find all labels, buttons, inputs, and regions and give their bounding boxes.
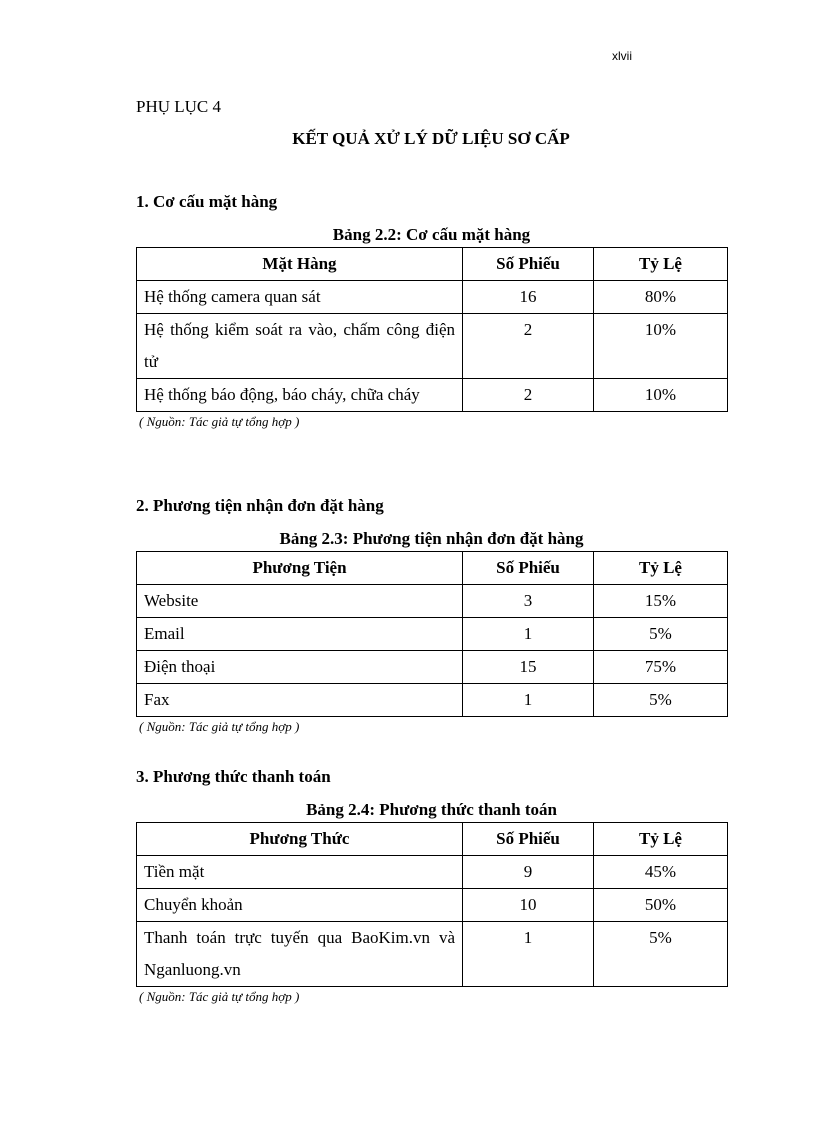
table-caption: Bảng 2.3: Phương tiện nhận đơn đặt hàng — [279, 529, 584, 548]
cell-ratio: 5% — [594, 684, 728, 717]
section-heading: 3. Phương thức thanh toán — [136, 767, 331, 786]
column-header: Số Phiếu — [463, 552, 594, 585]
appendix-label: PHỤ LỤC 4 — [136, 97, 222, 116]
column-header: Phương Tiện — [137, 552, 463, 585]
table-row — [137, 889, 728, 922]
cell-item: Chuyển khoản — [137, 889, 463, 922]
cell-count: 2 — [463, 314, 594, 379]
cell-count: 1 — [463, 618, 594, 651]
cell-ratio: 15% — [594, 585, 728, 618]
table-order-channels — [136, 551, 728, 717]
cell-ratio: 80% — [594, 281, 728, 314]
cell-item: Điện thoại — [137, 651, 463, 684]
cell-item: Hệ thống camera quan sát — [137, 281, 463, 314]
table-row — [137, 684, 728, 717]
table-row — [137, 314, 728, 379]
column-header: Số Phiếu — [463, 823, 594, 856]
section-heading: 2. Phương tiện nhận đơn đặt hàng — [136, 496, 384, 515]
table-row — [137, 618, 728, 651]
cell-count: 3 — [463, 585, 594, 618]
table-row — [137, 379, 728, 412]
cell-ratio: 10% — [594, 379, 728, 412]
column-header: Tỷ Lệ — [594, 552, 728, 585]
cell-ratio: 75% — [594, 651, 728, 684]
column-header: Tỷ Lệ — [594, 248, 728, 281]
table-header-row — [137, 823, 728, 856]
cell-ratio: 50% — [594, 889, 728, 922]
table-header-row — [137, 248, 728, 281]
column-header: Mặt Hàng — [137, 248, 463, 281]
cell-count: 16 — [463, 281, 594, 314]
cell-ratio: 5% — [594, 922, 728, 987]
cell-count: 2 — [463, 379, 594, 412]
table-payment-methods — [136, 822, 728, 987]
table-row — [137, 651, 728, 684]
section-order-channels — [136, 494, 727, 736]
column-header: Phương Thức — [137, 823, 463, 856]
document-title: KẾT QUẢ XỬ LÝ DỮ LIỆU SƠ CẤP — [292, 129, 570, 148]
cell-ratio: 5% — [594, 618, 728, 651]
column-header: Tỷ Lệ — [594, 823, 728, 856]
table-header-row — [137, 552, 728, 585]
cell-item: Hệ thống báo động, báo cháy, chữa cháy — [137, 379, 463, 412]
cell-count: 10 — [463, 889, 594, 922]
source-note: ( Nguồn: Tác giả tự tổng hợp ) — [139, 414, 300, 429]
section-product-structure — [136, 190, 727, 431]
table-caption: Bảng 2.2: Cơ cấu mặt hàng — [332, 225, 531, 244]
table-row — [137, 281, 728, 314]
cell-item: Email — [137, 618, 463, 651]
cell-count: 15 — [463, 651, 594, 684]
section-payment-methods — [136, 765, 727, 1006]
table-row — [137, 856, 728, 889]
table-row — [137, 922, 728, 987]
table-caption: Bảng 2.4: Phương thức thanh toán — [306, 800, 557, 819]
cell-count: 1 — [463, 922, 594, 987]
cell-count: 9 — [463, 856, 594, 889]
column-header: Số Phiếu — [463, 248, 594, 281]
cell-item: Fax — [137, 684, 463, 717]
cell-item: Website — [137, 585, 463, 618]
cell-item: Tiền mặt — [137, 856, 463, 889]
cell-item: Thanh toán trực tuyến qua BaoKim.vn và Nganluong.vn — [137, 922, 463, 987]
cell-ratio: 10% — [594, 314, 728, 379]
source-note: ( Nguồn: Tác giả tự tổng hợp ) — [139, 989, 300, 1004]
cell-item: Hệ thống kiểm soát ra vào, chấm công điện tử — [137, 314, 463, 379]
cell-ratio: 45% — [594, 856, 728, 889]
table-row — [137, 585, 728, 618]
source-note: ( Nguồn: Tác giả tự tổng hợp ) — [139, 719, 300, 734]
page-number: xlvii — [612, 49, 632, 63]
section-heading: 1. Cơ cấu mặt hàng — [136, 192, 278, 211]
table-product-structure — [136, 247, 728, 412]
cell-count: 1 — [463, 684, 594, 717]
